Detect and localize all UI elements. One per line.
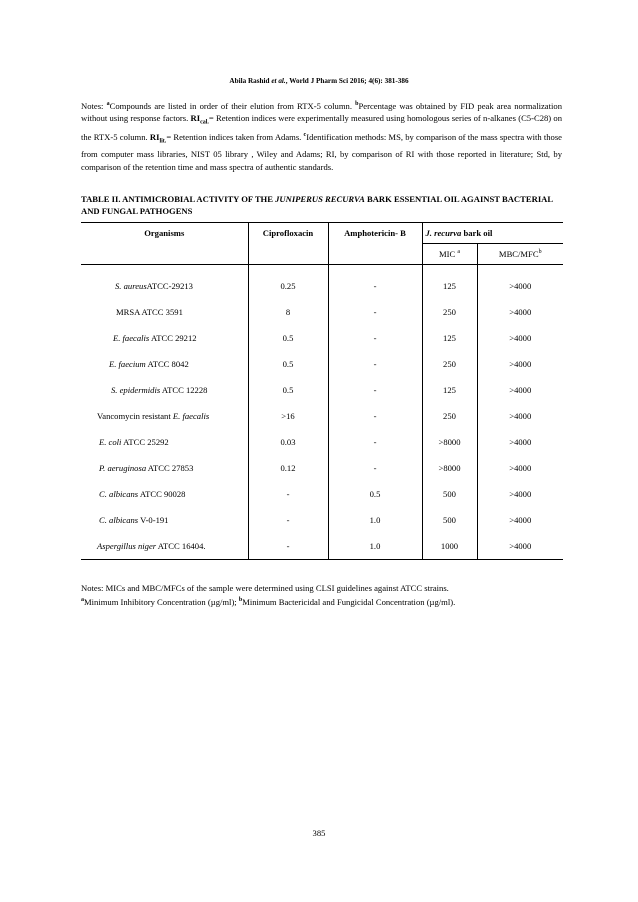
table-row xyxy=(81,429,563,455)
cell-mbc: >4000 xyxy=(477,325,563,351)
cell-cipro: 0.25 xyxy=(248,273,328,299)
table-title-pre: TABLE II. ANTIMICROBIAL ACTIVITY OF THE xyxy=(81,194,276,204)
note-text-cal: = Retention indices were experimentally measured using homologous series of n-alkanes (C5-C28) on the RTX-5 column. xyxy=(81,113,563,143)
cell-cipro: 0.5 xyxy=(248,325,328,351)
note-text-a: Compounds are listed in order of their elution from RTX-5 column. xyxy=(109,100,356,111)
table-row xyxy=(81,533,563,560)
organism-rest: ATCC 8042 xyxy=(145,359,189,369)
organism-rest: MRSA ATCC 3591 xyxy=(116,307,183,317)
header-mbc-sup: b xyxy=(538,249,542,256)
header-organisms: Organisms xyxy=(81,223,248,244)
table-row xyxy=(81,507,563,533)
cell-organism xyxy=(81,507,248,533)
ri-cal-label: RI xyxy=(190,113,201,124)
cell-mbc: >4000 xyxy=(477,377,563,403)
ri-lit-sub: lit. xyxy=(159,138,167,145)
organism-italic: C. albicans xyxy=(99,515,139,525)
cell-ampho: - xyxy=(328,273,422,299)
organism-italic: E. faecalis xyxy=(113,333,150,343)
notes-prefix: Notes: xyxy=(81,100,107,111)
cell-mic: 125 xyxy=(422,325,477,351)
cell-cipro: >16 xyxy=(248,403,328,429)
cell-mbc: >4000 xyxy=(477,533,563,560)
organism-rest: ATCC 12228 xyxy=(160,385,208,395)
cell-cipro: - xyxy=(248,507,328,533)
organism-rest: ATCC 16404. xyxy=(156,541,206,551)
header-mic-label: MIC xyxy=(438,249,458,259)
cell-ampho: 1.0 xyxy=(328,533,422,560)
note-sup-b: b xyxy=(355,101,359,107)
note-text-b: Percentage was obtained by FID peak area normalization without using response factors. xyxy=(81,100,562,124)
table-row xyxy=(81,481,563,507)
header-etal: et al. xyxy=(271,77,286,85)
cell-ampho: - xyxy=(328,455,422,481)
notes-bottom-sup-b: b xyxy=(238,597,243,604)
cell-ampho: - xyxy=(328,377,422,403)
organism-rest: ATCC 27853 xyxy=(146,463,194,473)
cell-mbc: >4000 xyxy=(477,403,563,429)
table-row xyxy=(81,377,563,403)
cell-ampho: - xyxy=(328,403,422,429)
organism-italic: E. faecalis xyxy=(172,411,210,421)
cell-mbc: >4000 xyxy=(477,507,563,533)
cell-organism xyxy=(81,403,248,429)
header-mic-sup: a xyxy=(457,249,461,256)
organism-rest: ATCC 90028 xyxy=(138,489,186,499)
table-title-post: BARK ESSENTIAL OIL AGAINST BACTERIAL AND FUNGAL PATHOGENS xyxy=(81,194,553,216)
organism-italic: E. faecium xyxy=(109,359,146,369)
cell-organism xyxy=(81,533,248,560)
antimicrobial-table xyxy=(81,222,563,560)
table-row xyxy=(81,351,563,377)
notes-bottom-sup-a: a xyxy=(81,597,84,604)
cell-mbc: >4000 xyxy=(477,273,563,299)
notes-bottom-line1: Notes: MICs and MBC/MFCs of the sample were determined using CLSI guidelines against ATCC strains. xyxy=(81,583,449,593)
organism-rest: ATCC 25292 xyxy=(121,437,169,447)
notes-bottom-text-b: Minimum Bactericidal and Fungicidal Concentration (µg/ml). xyxy=(242,597,456,608)
cell-mbc: >4000 xyxy=(477,481,563,507)
cell-mbc: >4000 xyxy=(477,351,563,377)
notes-top xyxy=(81,98,562,173)
cell-mic: 250 xyxy=(422,351,477,377)
cell-organism xyxy=(81,351,248,377)
cell-ampho: - xyxy=(328,351,422,377)
running-header xyxy=(0,77,638,85)
cell-organism xyxy=(81,299,248,325)
cell-cipro: 0.5 xyxy=(248,351,328,377)
table-row xyxy=(81,325,563,351)
note-sup-c: c xyxy=(303,132,307,139)
header-mic xyxy=(422,244,477,265)
cell-organism xyxy=(81,481,248,507)
organism-pre: Vancomycin resistant xyxy=(97,411,173,421)
header-oil-italic: J. recurva xyxy=(425,228,462,238)
cell-mic: 250 xyxy=(422,299,477,325)
cell-mic: 250 xyxy=(422,403,477,429)
header-oil xyxy=(422,223,563,244)
cell-cipro: 0.03 xyxy=(248,429,328,455)
cell-ampho: - xyxy=(328,429,422,455)
cell-organism xyxy=(81,455,248,481)
organism-italic: S. aureus xyxy=(115,281,147,291)
header-amphotericin: Amphotericin- B xyxy=(328,223,422,244)
organism-italic: P. aeruginosa xyxy=(99,463,147,473)
header-journal: , World J Pharm Sci 2016; 4(6): 381-386 xyxy=(285,77,409,85)
cell-cipro: 0.5 xyxy=(248,377,328,403)
table-body xyxy=(81,273,563,560)
note-text-lit: = Retention indices taken from Adams. xyxy=(166,132,304,143)
cell-mbc: >4000 xyxy=(477,429,563,455)
cell-cipro: 8 xyxy=(248,299,328,325)
cell-ampho: - xyxy=(328,299,422,325)
notes-bottom-text-a: Minimum Inhibitory Concentration (µg/ml); xyxy=(84,597,239,608)
cell-organism xyxy=(81,377,248,403)
cell-organism xyxy=(81,429,248,455)
cell-mic: 1000 xyxy=(422,533,477,560)
table-row xyxy=(81,403,563,429)
organism-rest: V-0-191 xyxy=(138,515,169,525)
organism-italic: C. albicans xyxy=(99,489,139,499)
cell-mbc: >4000 xyxy=(477,299,563,325)
cell-mbc: >4000 xyxy=(477,455,563,481)
page-number: 385 xyxy=(312,828,326,838)
table-row xyxy=(81,299,563,325)
cell-mic: 125 xyxy=(422,273,477,299)
table-row xyxy=(81,273,563,299)
table-row xyxy=(81,455,563,481)
cell-organism xyxy=(81,273,248,299)
organism-rest: ATCC 29212 xyxy=(149,333,197,343)
ri-lit-label: RI xyxy=(149,132,160,143)
notes-bottom xyxy=(81,582,562,609)
cell-ampho: 0.5 xyxy=(328,481,422,507)
table-title-italic: JUNIPERUS RECURVA xyxy=(275,194,365,204)
organism-italic: E. coli xyxy=(99,437,122,447)
cell-mic: >8000 xyxy=(422,429,477,455)
header-mbc-label: MBC/MFC xyxy=(498,249,539,259)
organism-rest: ATCC-29213 xyxy=(146,281,193,291)
cell-cipro: 0.12 xyxy=(248,455,328,481)
header-oil-rest: bark oil xyxy=(461,228,493,238)
note-text-c: Identification methods: MS, by comparison of the mass spectra with those from computer mass libraries, NIST 05 library , Wiley and Adams; RI, by comparison of RI with those reported in literature; Std, by comparison of the retention time and mass spectra of authentic standards. xyxy=(81,132,562,172)
cell-mic: >8000 xyxy=(422,455,477,481)
table-title xyxy=(81,193,562,217)
header-ciprofloxacin: Ciprofloxacin xyxy=(248,223,328,244)
cell-cipro: - xyxy=(248,533,328,560)
notes-bottom-line2 xyxy=(81,594,562,608)
cell-cipro: - xyxy=(248,481,328,507)
note-sup-a: a xyxy=(106,101,110,107)
organism-italic: S. epidermidis xyxy=(111,385,161,395)
cell-ampho: 1.0 xyxy=(328,507,422,533)
header-mbc xyxy=(477,244,563,265)
organism-italic: Aspergillus niger xyxy=(97,541,157,551)
cell-mic: 500 xyxy=(422,481,477,507)
header-authors: Abila Rashid xyxy=(229,77,270,85)
ri-cal-sub: cal. xyxy=(200,119,209,126)
cell-organism xyxy=(81,325,248,351)
cell-mic: 500 xyxy=(422,507,477,533)
cell-ampho: - xyxy=(328,325,422,351)
cell-mic: 125 xyxy=(422,377,477,403)
